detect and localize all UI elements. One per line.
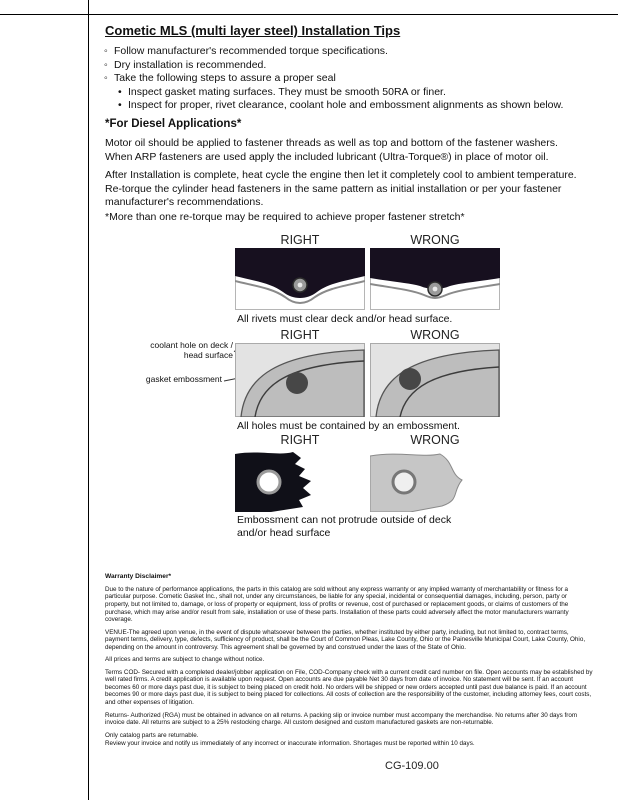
tip-text: Inspect gasket mating surfaces. They must be smooth 50RA or finer. bbox=[128, 85, 446, 98]
row2-caption: All holes must be contained by an embossment. bbox=[237, 420, 460, 432]
tip-text: Inspect for proper, rivet clearance, coolant hole and embossment alignments as shown below. bbox=[128, 99, 564, 112]
disclaimer-paragraph: Due to the nature of performance applications, the parts in this catalog are sold without any express warranty or any implied warranty of merchantability or fitness for a particular purpose. Cometic Gasket Inc., shall not, under any circumstances, be liable for any special, incidental or consequential damages, including, person, party or property, but not limited to, damage, or loss of property or equipment, loss of profits or revenue, cost of purchased or replacement goods, or claims of customers of the purchase, which may arise and/or result from sale, installation or use of these parts. Installation of these parts could adversely affect the motor manufacturers warranty coverage. bbox=[105, 585, 569, 624]
embossment-wrong-illustration bbox=[370, 448, 500, 512]
page-number: CG-109.00 bbox=[385, 760, 439, 772]
disclaimer-paragraph: Returns- Authorized (RGA) must be obtained in advance on all returns. A packing slip or invoice number must accompany the merchandise. No returns after 30 days from invoice date. All returns are subject to a 25% restocking charge. All custom designed and custom manufactured gaskets are non-returnable. bbox=[105, 711, 578, 727]
disclaimer-paragraph: VENUE-The agreed upon venue, in the event of dispute whatsoever between the parties, whether instituted by either party, including, but not limited to, contract terms, payment terms, delivery, type, defects, sufficiency of product, shall be the Court of Common Pleas, Lake County, Ohio or the Painesville Municipal Court, Lake County, Ohio, depending on the amount in controversy. This agreement shall be governed by and construed under the laws of the State of Ohio. bbox=[105, 628, 586, 651]
open-bullet-icon bbox=[104, 59, 114, 72]
list-item bbox=[104, 72, 590, 85]
list-item bbox=[118, 86, 590, 99]
rivet-diagram-wrong bbox=[370, 248, 500, 315]
list-item bbox=[104, 59, 590, 72]
coolant-diagram-wrong bbox=[370, 343, 500, 422]
disclaimer-paragraph: Only catalog parts are returnable. bbox=[105, 731, 199, 739]
row3-caption: Embossment can not protrude outside of deck and/or head surface bbox=[237, 514, 452, 540]
tip-text: Dry installation is recommended. bbox=[114, 58, 267, 71]
embossment-right-illustration bbox=[235, 448, 365, 512]
right-label-row3: RIGHT bbox=[280, 433, 320, 447]
tip-text: Take the following steps to assure a proper seal bbox=[114, 72, 336, 85]
open-bullet-icon bbox=[104, 72, 114, 85]
wrong-label-row3: WRONG bbox=[410, 433, 460, 447]
warranty-disclaimer bbox=[105, 573, 593, 753]
paragraph-motor-oil: Motor oil should be applied to fastener threads as well as top and bottom of the fastener washers. When ARP fasteners are used apply the included lubricant (Ultra-Torque®) in place of motor oil. bbox=[105, 137, 558, 163]
rivet-diagram-right bbox=[235, 248, 365, 315]
rivet-right-illustration bbox=[235, 248, 365, 310]
filled-bullet-icon bbox=[118, 86, 128, 99]
disclaimer-paragraph: All prices and terms are subject to change without notice. bbox=[105, 656, 265, 664]
disclaimer-paragraph: Review your invoice and notify us immediately of any incorrect or inaccurate information. Shortages must be reported within 10 days. bbox=[105, 740, 475, 748]
disclaimer-paragraph: Terms COD- Secured with a completed dealer/jobber application on File, COD-Company check with a current credit card number on file. Open accounts may be established by well rated firms. A credit application is available upon request. Open accounts are due payable Net 30 days from date of invoice. No statement will be sent. If an account becomes 60 or more days past due, it is subject to being placed on credit hold. No orders will be shipped or new orders accepted until past due balance is paid. If an account becomes 90 or more days past due, it is subject to being placed for collections. All costs of collection are the responsibility of the customer, including attorney fees, court costs, and other expenses of litigation. bbox=[105, 668, 593, 707]
open-bullet-icon bbox=[104, 45, 114, 58]
list-item bbox=[118, 99, 590, 112]
gasket-embossment-label: gasket embossment bbox=[145, 374, 222, 384]
embossment-diagram-wrong bbox=[370, 448, 500, 517]
coolant-hole-label: coolant hole on deck / head surface bbox=[150, 340, 233, 360]
right-label-row1: RIGHT bbox=[280, 233, 320, 247]
coolant-diagram-right bbox=[235, 343, 365, 422]
page-frame-left-line bbox=[88, 0, 89, 800]
filled-bullet-icon bbox=[118, 99, 128, 112]
disclaimer-heading: Warranty Disclaimer* bbox=[105, 573, 172, 580]
list-item bbox=[104, 45, 590, 58]
paragraph-retorque-note: *More than one re-torque may be required to achieve proper fastener stretch* bbox=[105, 211, 465, 223]
wrong-label-row1: WRONG bbox=[410, 233, 460, 247]
rivet-wrong-illustration bbox=[370, 248, 500, 310]
row1-caption: All rivets must clear deck and/or head surface. bbox=[237, 313, 453, 325]
page-frame-top-line bbox=[0, 14, 618, 15]
tip-text: Follow manufacturer's recommended torque specifications. bbox=[114, 45, 388, 57]
installation-tips-list bbox=[104, 45, 590, 113]
coolant-right-illustration bbox=[235, 343, 365, 417]
page-title: Cometic MLS (multi layer steel) Installation Tips bbox=[105, 23, 401, 38]
right-label-row2: RIGHT bbox=[280, 328, 320, 342]
diesel-applications-heading: *For Diesel Applications* bbox=[105, 118, 242, 130]
embossment-diagram-right bbox=[235, 448, 365, 517]
wrong-label-row2: WRONG bbox=[410, 328, 460, 342]
coolant-wrong-illustration bbox=[370, 343, 500, 417]
paragraph-heat-cycle: After Installation is complete, heat cycle the engine then let it completely cool to ambient temperature. Re-torque the cylinder head fasteners in the same pattern as initial installation or per your fastener manufacturer's recommendations. bbox=[105, 169, 577, 209]
